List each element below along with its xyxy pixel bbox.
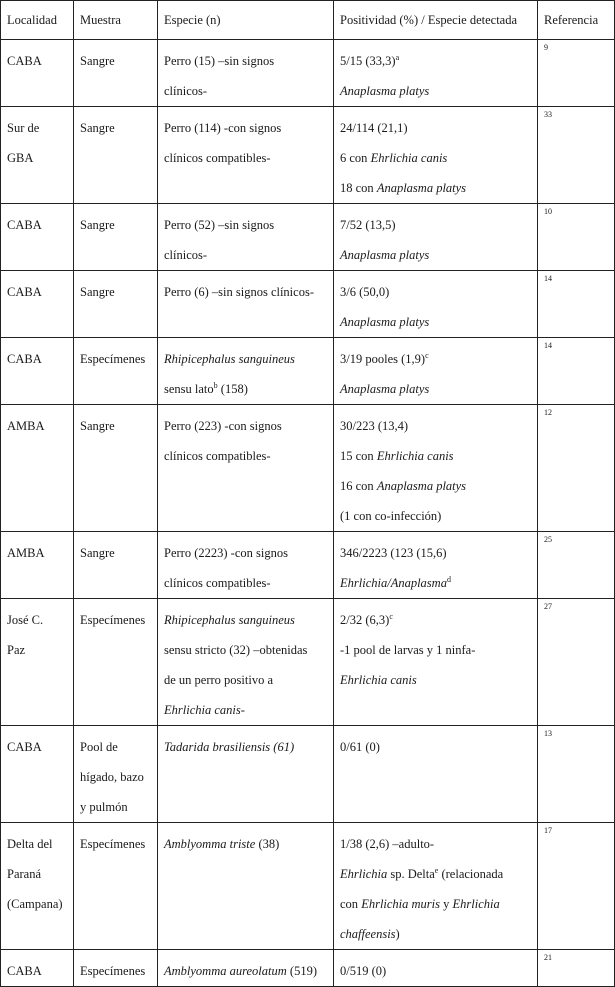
positividad-line <box>340 441 531 471</box>
text-fragment: 16 con <box>340 479 377 493</box>
especie-line <box>164 46 327 76</box>
table-row <box>1 823 615 950</box>
italic-species-name: Ehrlichia/Anaplasma <box>340 576 447 590</box>
table-row <box>1 405 615 532</box>
positividad-line <box>340 859 531 889</box>
positividad-line <box>340 889 531 919</box>
text-fragment: 1/38 (2,6) –adulto- <box>340 837 435 851</box>
positividad-line <box>340 113 531 143</box>
text-fragment: ) <box>395 927 400 941</box>
localidad-line: GBA <box>7 151 34 165</box>
table-row <box>1 599 615 726</box>
text-fragment: clínicos- <box>164 84 208 98</box>
footnote-marker: e <box>434 865 439 875</box>
cell-localidad <box>1 599 74 726</box>
cell-localidad <box>1 40 74 107</box>
text-fragment: clínicos compatibles- <box>164 449 271 463</box>
table-row <box>1 107 615 204</box>
positividad-line <box>340 46 531 76</box>
localidad-line: Paraná <box>7 867 42 881</box>
text-fragment: Perro (114) -con signos <box>164 121 282 135</box>
positividad-line <box>340 307 531 337</box>
cell-muestra <box>74 40 158 107</box>
especie-line <box>164 113 327 143</box>
cell-especie <box>158 950 334 987</box>
table-body <box>1 40 615 987</box>
footnote-marker: d <box>446 574 451 584</box>
italic-species-name: Amblyomma aureolatum <box>164 964 287 978</box>
table-row <box>1 532 615 599</box>
cell-referencia: 12 <box>538 405 615 532</box>
positividad-line <box>340 829 531 859</box>
footnote-marker: c <box>425 350 429 360</box>
positividad-line <box>340 411 531 441</box>
cell-referencia: 33 <box>538 107 615 204</box>
muestra-line: Sangre <box>80 121 115 135</box>
cell-referencia: 14 <box>538 338 615 405</box>
cell-especie <box>158 599 334 726</box>
especie-line <box>164 344 327 374</box>
cell-positividad <box>334 950 538 987</box>
cell-referencia: 9 <box>538 40 615 107</box>
text-fragment: 18 con <box>340 181 377 195</box>
muestra-line: hígado, bazo <box>80 770 144 784</box>
muestra-line: Especímenes <box>80 964 146 978</box>
cell-muestra <box>74 532 158 599</box>
text-fragment: 15 con <box>340 449 377 463</box>
positividad-line <box>340 76 531 106</box>
italic-species-name: Ehrlichia <box>452 897 500 911</box>
text-fragment: 30/223 (13,4) <box>340 419 409 433</box>
cell-especie <box>158 271 334 338</box>
text-fragment: - <box>240 703 245 717</box>
cell-referencia: 13 <box>538 726 615 823</box>
table-row <box>1 950 615 987</box>
positividad-line <box>340 605 531 635</box>
cell-muestra <box>74 823 158 950</box>
cell-muestra <box>74 271 158 338</box>
positividad-line <box>340 277 531 307</box>
especie-line <box>164 665 327 695</box>
positividad-line <box>340 635 531 665</box>
text-fragment: 2/32 (6,3) <box>340 613 390 627</box>
text-fragment: sensu stricto (32) –obtenidas <box>164 643 308 657</box>
italic-species-name: Ehrlichia muris <box>361 897 441 911</box>
text-fragment: 6 con <box>340 151 371 165</box>
localidad-line: José C. <box>7 613 44 627</box>
cell-especie <box>158 532 334 599</box>
text-fragment: 0/519 (0) <box>340 964 387 978</box>
cell-localidad <box>1 338 74 405</box>
especie-line <box>164 374 327 404</box>
positividad-line <box>340 344 531 374</box>
text-fragment: (38) <box>255 837 280 851</box>
muestra-line: Especímenes <box>80 613 146 627</box>
italic-species-name: Tadarida brasiliensis (61) <box>164 740 295 754</box>
text-fragment: clínicos- <box>164 248 208 262</box>
positividad-line <box>340 501 531 531</box>
italic-species-name: Amblyomma triste <box>164 837 256 851</box>
especie-line <box>164 277 327 307</box>
footnote-marker: a <box>395 52 400 62</box>
cell-referencia: 21 <box>538 950 615 987</box>
italic-species-name: Ehrlichia canis <box>376 449 454 463</box>
cell-localidad <box>1 107 74 204</box>
cell-positividad <box>334 271 538 338</box>
especie-line <box>164 695 327 725</box>
muestra-line: y pulmón <box>80 800 128 814</box>
cell-especie <box>158 726 334 823</box>
cell-localidad <box>1 405 74 532</box>
cell-localidad <box>1 823 74 950</box>
cell-muestra <box>74 405 158 532</box>
cell-referencia: 17 <box>538 823 615 950</box>
cell-muestra <box>74 338 158 405</box>
footnote-marker: b <box>213 380 218 390</box>
muestra-line: Especímenes <box>80 352 146 366</box>
text-fragment: sensu lato <box>164 382 214 396</box>
localidad-line: CABA <box>7 54 42 68</box>
especie-line <box>164 538 327 568</box>
cell-positividad <box>334 405 538 532</box>
cell-especie <box>158 204 334 271</box>
localidad-line: CABA <box>7 964 42 978</box>
localidad-line: AMBA <box>7 419 45 433</box>
cell-especie <box>158 338 334 405</box>
text-fragment: (158) <box>217 382 248 396</box>
text-fragment: de un perro positivo a <box>164 673 274 687</box>
text-fragment: 0/61 (0) <box>340 740 380 754</box>
muestra-line: Sangre <box>80 546 115 560</box>
text-fragment: Perro (6) –sin signos clínicos- <box>164 285 314 299</box>
text-fragment: Perro (223) -con signos <box>164 419 282 433</box>
localidad-line: Sur de <box>7 121 40 135</box>
muestra-line: Especímenes <box>80 837 146 851</box>
muestra-line: Sangre <box>80 54 115 68</box>
text-fragment: y <box>440 897 453 911</box>
positividad-line <box>340 919 531 949</box>
italic-species-name: Anaplasma platys <box>340 382 430 396</box>
muestra-line: Sangre <box>80 285 115 299</box>
localidad-line: Delta del <box>7 837 53 851</box>
text-fragment: con <box>340 897 362 911</box>
header-muestra: Muestra <box>74 1 158 40</box>
especie-line <box>164 143 327 173</box>
positividad-line <box>340 471 531 501</box>
text-fragment: 3/19 pooles (1,9) <box>340 352 426 366</box>
header-especie: Especie (n) <box>158 1 334 40</box>
cell-positividad <box>334 107 538 204</box>
header-localidad: Localidad <box>1 1 74 40</box>
cell-positividad <box>334 204 538 271</box>
cell-referencia: 14 <box>538 271 615 338</box>
italic-species-name: Ehrlichia canis <box>370 151 448 165</box>
muestra-line: Sangre <box>80 419 115 433</box>
positividad-line <box>340 240 531 270</box>
italic-species-name: Anaplasma platys <box>340 248 430 262</box>
positividad-line <box>340 732 531 762</box>
positividad-line <box>340 374 531 404</box>
text-fragment: -1 pool de larvas y 1 ninfa- <box>340 643 476 657</box>
cell-localidad <box>1 204 74 271</box>
especie-line <box>164 76 327 106</box>
cell-muestra <box>74 204 158 271</box>
table-row <box>1 40 615 107</box>
cell-positividad <box>334 338 538 405</box>
especie-line <box>164 240 327 270</box>
cell-localidad <box>1 532 74 599</box>
cell-muestra <box>74 950 158 987</box>
cell-positividad <box>334 532 538 599</box>
text-fragment: (relacionada <box>438 867 504 881</box>
especie-line <box>164 210 327 240</box>
cell-localidad <box>1 950 74 987</box>
cell-referencia: 27 <box>538 599 615 726</box>
especie-line <box>164 568 327 598</box>
table-row <box>1 271 615 338</box>
especie-line <box>164 441 327 471</box>
cell-especie <box>158 823 334 950</box>
table-row <box>1 726 615 823</box>
cell-referencia: 10 <box>538 204 615 271</box>
header-referencia: Referencia <box>538 1 615 40</box>
cell-positividad <box>334 599 538 726</box>
text-fragment: 346/2223 (123 (15,6) <box>340 546 447 560</box>
cell-muestra <box>74 107 158 204</box>
header-row <box>1 1 615 40</box>
text-fragment: 7/52 (13,5) <box>340 218 396 232</box>
especie-line <box>164 732 327 762</box>
cell-positividad <box>334 823 538 950</box>
localidad-line: AMBA <box>7 546 45 560</box>
cell-localidad <box>1 271 74 338</box>
italic-species-name: Anaplasma platys <box>340 315 430 329</box>
italic-species-name: Rhipicephalus sanguineus <box>164 352 295 366</box>
text-fragment: 5/15 (33,3) <box>340 54 396 68</box>
italic-species-name: Anaplasma platys <box>376 181 467 195</box>
text-fragment: clínicos compatibles- <box>164 151 271 165</box>
muestra-line: Sangre <box>80 218 115 232</box>
cell-muestra <box>74 726 158 823</box>
positividad-line <box>340 210 531 240</box>
especie-line <box>164 605 327 635</box>
table-row <box>1 204 615 271</box>
cell-positividad <box>334 726 538 823</box>
italic-species-name: Anaplasma platys <box>340 84 430 98</box>
positividad-line <box>340 956 531 986</box>
localidad-line: (Campana) <box>7 897 63 911</box>
cell-muestra <box>74 599 158 726</box>
italic-species-name: Rhipicephalus sanguineus <box>164 613 295 627</box>
positividad-line <box>340 665 531 695</box>
positividad-line <box>340 568 531 598</box>
especie-line <box>164 411 327 441</box>
italic-species-name: Ehrlichia canis <box>164 703 241 717</box>
cell-referencia: 25 <box>538 532 615 599</box>
text-fragment: 3/6 (50,0) <box>340 285 390 299</box>
text-fragment: Perro (15) –sin signos <box>164 54 275 68</box>
text-fragment: (1 con co-infección) <box>340 509 442 523</box>
positividad-line <box>340 143 531 173</box>
localidad-line: CABA <box>7 352 42 366</box>
footnote-marker: c <box>389 611 393 621</box>
cell-especie <box>158 40 334 107</box>
positividad-line <box>340 173 531 203</box>
italic-species-name: chaffeensis <box>340 927 396 941</box>
italic-species-name: Ehrlichia <box>340 867 388 881</box>
localidad-line: Paz <box>7 643 26 657</box>
cell-localidad <box>1 726 74 823</box>
positividad-line <box>340 538 531 568</box>
table-row <box>1 338 615 405</box>
especie-line <box>164 829 327 859</box>
italic-species-name: Anaplasma platys <box>376 479 467 493</box>
cell-especie <box>158 107 334 204</box>
especie-line <box>164 635 327 665</box>
muestra-line: Pool de <box>80 740 118 754</box>
text-fragment: Perro (2223) -con signos <box>164 546 288 560</box>
cell-especie <box>158 405 334 532</box>
text-fragment: sp. Delta <box>387 867 435 881</box>
localidad-line: CABA <box>7 285 42 299</box>
header-positividad: Positividad (%) / Especie detectada <box>334 1 538 40</box>
text-fragment: (519) <box>286 964 317 978</box>
text-fragment: clínicos compatibles- <box>164 576 271 590</box>
italic-species-name: Ehrlichia canis <box>340 673 417 687</box>
localidad-line: CABA <box>7 218 42 232</box>
text-fragment: 24/114 (21,1) <box>340 121 408 135</box>
cell-positividad <box>334 40 538 107</box>
especie-line <box>164 956 327 986</box>
localidad-line: CABA <box>7 740 42 754</box>
text-fragment: Perro (52) –sin signos <box>164 218 275 232</box>
